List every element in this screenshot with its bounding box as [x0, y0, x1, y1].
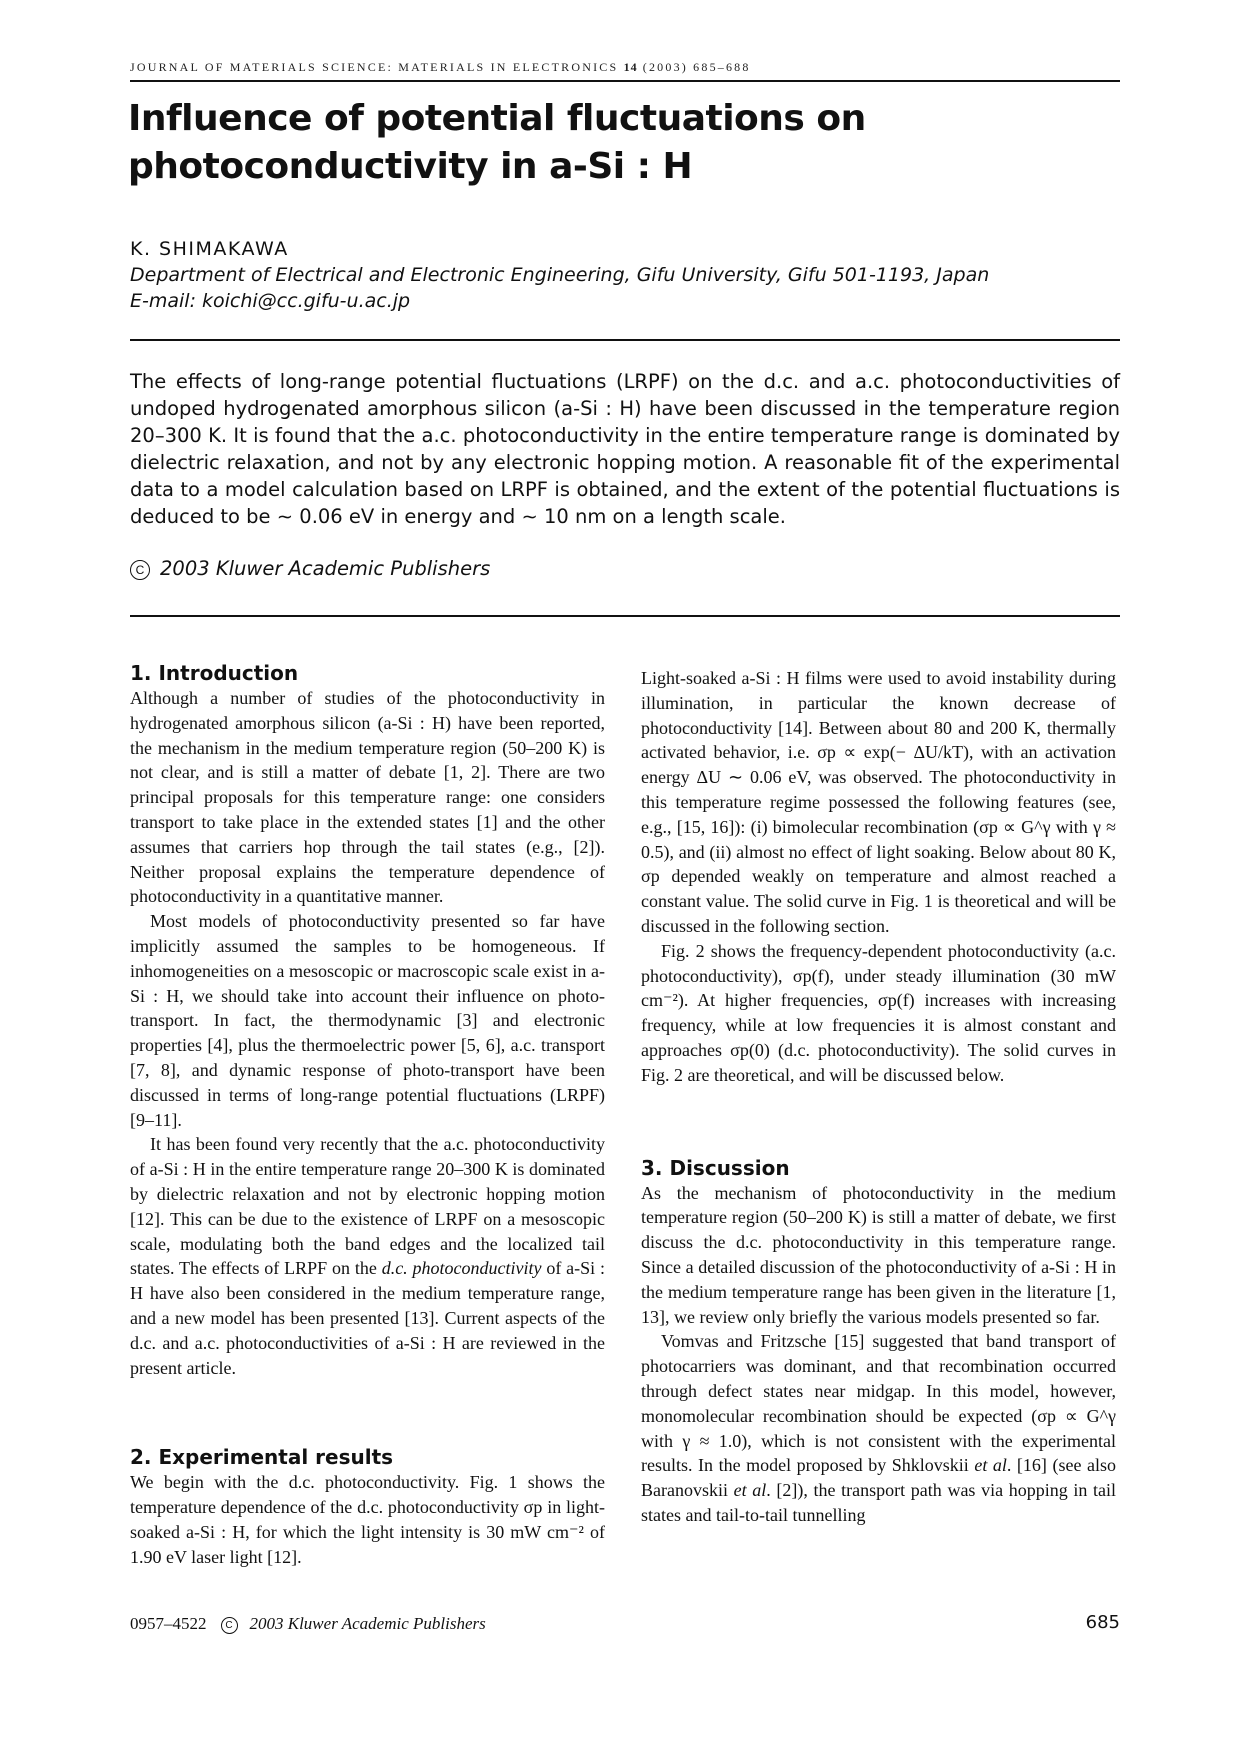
title-line-1: Influence of potential fluctuations on [128, 98, 866, 139]
journal-year-pages: (2003) 685–688 [642, 60, 751, 74]
experimental-paragraph-1: We begin with the d.c. photoconductivity. Fig. 1 shows the temperature dependence of the d.c. photoconductivity σp in light-soaked a-Si : H, for which the light intensity is 30 mW cm⁻² of 1.90 eV laser light [12]. [130, 1472, 605, 1567]
abstract-bottom-rule [130, 615, 1120, 617]
title-line-2: photoconductivity in a-Si : H [128, 146, 693, 187]
article-title [128, 95, 1118, 191]
running-head [130, 60, 1120, 75]
intro-paragraph-3 [130, 1132, 605, 1380]
intro-p3-part-a: It has been found very recently that the a.c. photoconductivity of a-Si : H in the entire temperature range 20–300 K is dominated by dielectric relaxation and not by electronic hopping motion [12]. This can be due to the existence of LRPF on a mesoscopic scale, modulating both the band edges and the localized tail states. The effects of LRPF on the [130, 1134, 605, 1279]
footer-publisher: 2003 Kluwer Academic Publishers [249, 1614, 486, 1633]
author-affiliation-block [130, 262, 1130, 314]
discussion-p2-part-c: . [2]), the transport path was via hopping in tail states and tail-to-tail tunnelling [641, 1480, 1116, 1525]
affiliation: Department of Electrical and Electronic Engineering, Gifu University, Gifu 501-1193, Japan [130, 264, 990, 286]
experimental-paragraph-2: Light-soaked a-Si : H films were used to avoid instability during illumination, in particular the known decrease of photoconductivity [14]. Between about 80 and 200 K, thermally activated behavior, i.e. σp ∝ exp(− ΔU/kT), with an activation energy ΔU ∼ 0.06 eV, was observed. The photoconductivity in this temperature regime possessed the following features (see, e.g., [15, 16]): (i) bimolecular recombination (σp ∝ G^γ with γ ≈ 0.5), and (ii) almost no effect of light soaking. Below about 80 K, σp depended weakly on temperature and almost reached a constant value. The solid curve in Fig. 1 is theoretical and will be discussed in the following section. [641, 668, 1116, 936]
right-column [641, 666, 1116, 1528]
experimental-paragraph-3: Fig. 2 shows the frequency-dependent photoconductivity (a.c. photoconductivity), σp(f), under steady illumination (30 mW cm⁻²). At higher frequencies, σp(f) increases with increasing frequency, while at low frequencies it is almost constant and approaches σp(0) (d.c. photoconductivity). The solid curves in Fig. 2 are theoretical, and will be discussed below. [641, 940, 1116, 1085]
abstract-text: The effects of long-range potential fluctuations (LRPF) on the d.c. and a.c. photoconductivities of undoped hydrogenated amorphous silicon (a-Si : H) have been discussed in the temperature region 20–300 K. It is found that the a.c. photoconductivity in the entire temperature range is dominated by dielectric relaxation, and not by any electronic hopping motion. A reasonable fit of the experimental data to a model calculation based on LRPF is obtained, and the extent of the potential fluctuations is deduced to be ∼ 0.06 eV in energy and ∼ 10 nm on a length scale. [130, 370, 1120, 528]
discussion-p2-part-a: Vomvas and Fritzsche [15] suggested that band transport of photocarriers was dominant, and that recombination occurred through defect states near midgap. In this model, however, monomolecular recombination should be expected (σp ∝ G^γ with γ ≈ 1.0), which is not consistent with the experimental results. In the model proposed by Shklovskii [641, 1331, 1116, 1476]
page-number: 685 [1085, 1612, 1120, 1633]
intro-paragraph-1: Although a number of studies of the photoconductivity in hydrogenated amorphous silicon (a-Si : H) have been reported, the mechanism in the medium temperature region (50–200 K) is not clear, and is still a matter of debate [1, 2]. There are two principal proposals for this temperature range: one considers transport to take place in the extended states [1] and the other assumes that carriers hop through the tail states (e.g., [2]). Neither proposal explains the temperature dependence of photoconductivity in a quantitative manner. [130, 688, 605, 907]
journal-name: JOURNAL OF MATERIALS SCIENCE: MATERIALS IN ELECTRONICS [130, 60, 619, 74]
author-email: E-mail: koichi@cc.gifu-u.ac.jp [130, 290, 411, 312]
issn: 0957–4522 [130, 1614, 207, 1633]
copyright-icon: C [130, 560, 150, 580]
left-column [130, 660, 605, 1570]
discussion-paragraph-2 [641, 1329, 1116, 1527]
section-heading-experimental: 2. Experimental results [130, 1445, 394, 1470]
journal-volume: 14 [623, 60, 638, 74]
intro-paragraph-2: Most models of photoconductivity presented so far have implicitly assumed the samples to be homogeneous. If inhomogeneities on a mesoscopic or macroscopic scale exist in a-Si : H, we should take into account their influence on photo-transport. In fact, the thermodynamic [3] and electronic properties [4], plus the thermoelectric power [5, 6], a.c. transport [7, 8], and dynamic response of photo-transport have been discussed in terms of long-range potential fluctuations (LRPF) [9–11]. [130, 911, 605, 1130]
discussion-p2-emphasis-1: et al [974, 1455, 1007, 1476]
intro-p3-part-b: of a-Si : H have also been considered in the medium temperature range, and a new model has been presented [13]. Current aspects of the d.c. and a.c. photoconductivities of a-Si : H are reviewed in the present article. [130, 1258, 605, 1378]
header-rule [130, 80, 1120, 82]
author-name: K. SHIMAKAWA [130, 238, 289, 260]
abstract-copyright [130, 557, 490, 580]
discussion-p2-emphasis-2: et al [733, 1480, 767, 1501]
copyright-icon: C [221, 1617, 238, 1634]
footer-issn-copyright [130, 1614, 486, 1634]
section-spacer [641, 1088, 1116, 1155]
section-heading-introduction: 1. Introduction [130, 661, 299, 685]
intro-p3-emphasis: d.c. photoconductivity [381, 1258, 542, 1279]
section-heading-discussion: 3. Discussion [641, 1155, 790, 1180]
abstract-copyright-text: 2003 Kluwer Academic Publishers [160, 557, 491, 580]
discussion-p2-part-b: . [16] (see also Baranovskii [641, 1455, 1116, 1501]
section-spacer [130, 1380, 605, 1444]
abstract-top-rule [130, 339, 1120, 341]
discussion-paragraph-1: As the mechanism of photoconductivity in the medium temperature region (50–200 K) is still a matter of debate, we first discuss the d.c. photoconductivity in this temperature range. Since a detailed discussion of the photoconductivity of a-Si : H in the medium temperature range has been given in the literature [1, 13], we review only briefly the various models presented so far. [641, 1182, 1116, 1327]
